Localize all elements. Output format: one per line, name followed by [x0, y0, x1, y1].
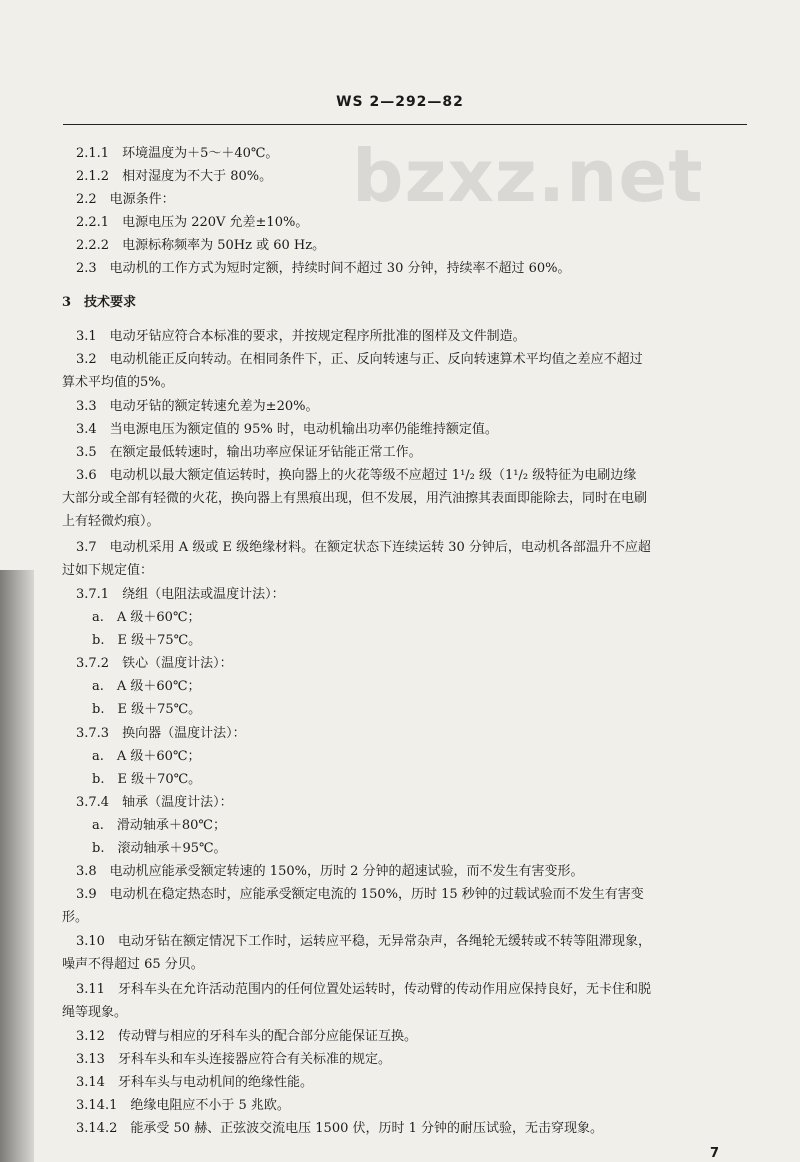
section-3-heading: 3 技术要求 [62, 295, 137, 310]
item-b: b. E 级＋70℃。 [92, 772, 202, 787]
item-a: a. A 级＋60℃； [92, 749, 201, 764]
clause-2-2-1: 2.2.1 电源电压为 220V 允差±10%。 [76, 215, 309, 230]
clause-2-1-2: 2.1.2 相对湿度为不大于 80%。 [76, 169, 273, 184]
item-a: a. 滑动轴承＋80℃； [92, 818, 226, 833]
clause-3-9: 3.9 电动机在稳定热态时，应能承受额定电流的 150%，历时 15 秒钟的过载试验而不发生有害变 [76, 887, 644, 902]
clause-3-4: 3.4 当电源电压为额定值的 95% 时，电动机输出功率仍能维持额定值。 [76, 422, 498, 437]
item-b: b. E 级＋75℃。 [92, 633, 202, 648]
clause-3-2: 3.2 电动机能正反向转动。在相同条件下，正、反向转速与正、反向转速算术平均值之差应不超过 [76, 352, 643, 367]
clause-3-11: 3.11 牙科车头在允许活动范围内的任何位置处运转时，传动臂的传动作用应保持良好，无卡住和脱 [76, 982, 651, 997]
clause-3-6-cont1: 大部分或全部有轻微的火花，换向器上有黑痕出现，但不发展，用汽油擦其表面即能除去，同时在电刷 [62, 491, 648, 506]
clause-3-7-3: 3.7.3 换向器（温度计法）： [76, 726, 246, 741]
clause-3-6: 3.6 电动机以最大额定值运转时，换向器上的火花等级不应超过 1¹/₂ 级（1¹/₂ 级特征为电刷边缘 [76, 468, 637, 483]
clause-3-14: 3.14 牙科车头与电动机间的绝缘性能。 [76, 1075, 313, 1090]
clause-3-14-1: 3.14.1 绝缘电阻应不小于 5 兆欧。 [76, 1098, 290, 1113]
clause-3-12: 3.12 传动臂与相应的牙科车头的配合部分应能保证互换。 [76, 1029, 417, 1044]
clause-2-1-1: 2.1.1 环境温度为＋5～＋40℃。 [76, 146, 279, 161]
clause-3-5: 3.5 在额定最低转速时，输出功率应保证牙钻能正常工作。 [76, 445, 422, 460]
clause-3-10-cont: 噪声不得超过 65 分贝。 [62, 957, 204, 972]
item-a: a. A 级＋60℃； [92, 610, 201, 625]
watermark: bzxz.net [352, 134, 704, 218]
clause-3-6-cont2: 上有轻微灼痕）。 [62, 514, 160, 529]
clause-3-11-cont: 绳等现象。 [62, 1005, 128, 1020]
header-rule [63, 124, 747, 125]
item-a: a. A 级＋60℃； [92, 679, 201, 694]
clause-2-3: 2.3 电动机的工作方式为短时定额，持续时间不超过 30 分钟，持续率不超过 60%。 [76, 261, 571, 276]
clause-3-3: 3.3 电动牙钻的额定转速允差为±20%。 [76, 399, 319, 414]
clause-3-2-cont: 算术平均值的5%。 [62, 375, 174, 390]
clause-2-2-2: 2.2.2 电源标称频率为 50Hz 或 60 Hz。 [76, 238, 326, 253]
clause-3-7-2: 3.7.2 铁心（温度计法）： [76, 656, 233, 671]
clause-3-7-1: 3.7.1 绕组（电阻法或温度计法）： [76, 587, 285, 602]
clause-2-2: 2.2 电源条件： [76, 192, 175, 207]
clause-3-14-2: 3.14.2 能承受 50 赫、正弦波交流电压 1500 伏，历时 1 分钟的耐压试验，无击穿现象。 [76, 1121, 604, 1136]
clause-3-10: 3.10 电动牙钻在额定情况下工作时，运转应平稳，无异常杂声，各绳轮无缓转或不转等阻滞现象， [76, 934, 651, 949]
clause-3-1: 3.1 电动牙钻应符合本标准的要求，并按规定程序所批准的图样及文件制造。 [76, 329, 526, 344]
page-number: 7 [710, 1146, 720, 1161]
clause-3-13: 3.13 牙科车头和车头连接器应符合有关标准的规定。 [76, 1052, 391, 1067]
item-b: b. E 级＋75℃。 [92, 702, 202, 717]
scan-shadow [0, 570, 34, 1162]
clause-3-8: 3.8 电动机应能承受额定转速的 150%，历时 2 分钟的超速试验，而不发生有害变形。 [76, 864, 584, 879]
clause-3-7-cont: 过如下规定值： [62, 563, 154, 578]
clause-3-7-4: 3.7.4 轴承（温度计法）： [76, 795, 233, 810]
standard-code-header: WS 2—292—82 [336, 94, 464, 110]
clause-3-7: 3.7 电动机采用 A 级或 E 级绝缘材料。在额定状态下连续运转 30 分钟后，电动机各部温升不应超 [76, 540, 651, 555]
item-b: b. 滚动轴承＋95℃。 [92, 841, 227, 856]
clause-3-9-cont: 形。 [62, 910, 89, 925]
